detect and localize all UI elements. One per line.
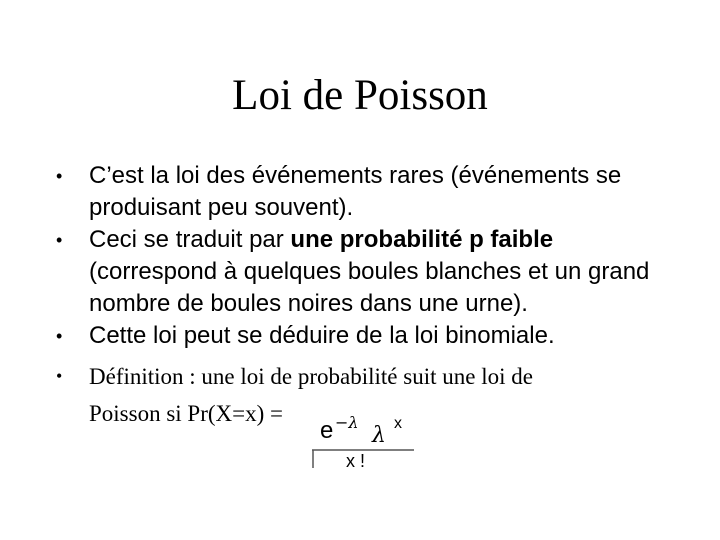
bullet-item-2 [56, 224, 676, 320]
bullet-icon: • [56, 366, 63, 386]
bullet-item-1 [56, 160, 676, 224]
poisson-formula [312, 410, 416, 470]
bullet-text-3: Cette loi peut se déduire de la loi binomiale. [89, 322, 555, 349]
bullet-list [56, 160, 676, 432]
bullet-text-2-before: Ceci se traduit par [89, 226, 291, 253]
formula-denominator: x ! [346, 451, 366, 470]
bullet-text-2-bold: une probabilité p faible [290, 226, 554, 253]
formula-lambda-exp: x [394, 415, 402, 432]
bullet-icon: • [56, 166, 63, 186]
bullet-icon: • [56, 326, 63, 346]
bullet-text-4-line2: Poisson si Pr(X=x) = [89, 401, 283, 426]
bullet-text-1: C’est la loi des événements rares (événements se produisant peu souvent). [89, 162, 622, 221]
bullet-item-3 [56, 320, 676, 352]
bullet-text-2-after: (correspond à quelques boules blanches et un grand nombre de boules noires dans une urne). [89, 258, 650, 317]
formula-lambda: λ [372, 423, 386, 448]
bullet-text-4-line1: Définition : une loi de probabilité suit une loi de [89, 364, 533, 389]
formula-e: e [320, 417, 334, 444]
slide-title: Loi de Poisson [232, 72, 488, 119]
bullet-icon: • [56, 230, 63, 250]
formula-neg-lambda: −λ [335, 413, 359, 432]
